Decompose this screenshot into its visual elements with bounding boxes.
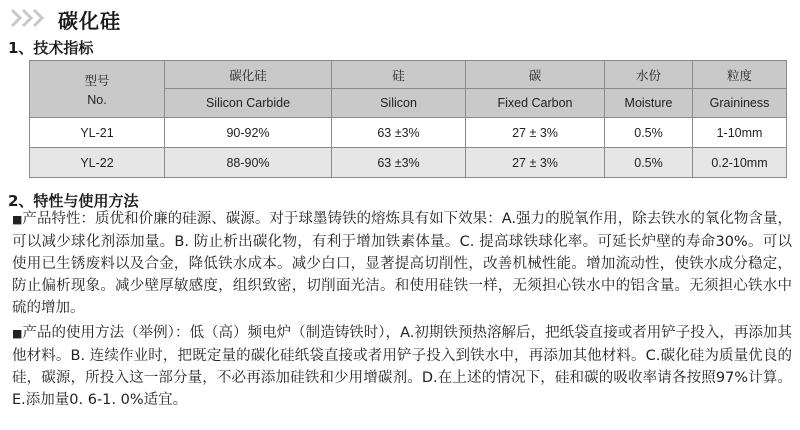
table-cell: 1-10mm [693, 118, 787, 148]
table-cell: 27 ± 3% [466, 118, 605, 148]
table-cell: 63 ±3% [332, 148, 466, 178]
table-cell: YL-21 [30, 118, 165, 148]
header-cell: 碳化硅 [165, 61, 332, 89]
paragraph-text: 产品特性：质优和价廉的硅源、碳源。对于球墨铸铁的熔炼具有如下效果：A.强力的脱氧作用，除去铁水的氧化物含量，可以减少球化剂添加量。B. 防止析出碳化物，有利于增加铁素体量。C. 提高球铁球化率。可延长炉壁的寿命30%。可以使用已生锈废料以及合金，降低铁水成本。减少白口，显著提高切削性，改善机械性能。增加流动性，使铁水成分稳定，防止偏析现象。减少壁厚敏感度，组织致密，切削面光洁。和使用硅铁一样，无须担心铁水中的铝含量。无须担心铁水中硫的增加。 [12, 211, 792, 316]
header-cell-en: Graininess [693, 89, 787, 118]
section-heading-specs: 1、技术指标 [8, 39, 94, 57]
table-cell: 27 ± 3% [466, 148, 605, 178]
page-title: 碳化硅 [58, 9, 121, 33]
table-row [30, 118, 787, 148]
spec-table [29, 60, 787, 178]
header-cell: 粒度 [693, 61, 787, 89]
table-row [30, 148, 787, 178]
header-cell-en: Silicon [332, 89, 466, 118]
table-cell: 88-90% [165, 148, 332, 178]
header-cell: 碳 [466, 61, 605, 89]
bullet-icon: ■ [12, 327, 23, 340]
header-model-en: No. [87, 93, 107, 107]
table-cell: YL-22 [30, 148, 165, 178]
table-cell: 0.5% [605, 148, 693, 178]
header-cell: 水份 [605, 61, 693, 89]
section-heading-features: 2、特性与使用方法 [8, 192, 139, 210]
paragraph-features [12, 208, 792, 319]
table-cell: 63 ±3% [332, 118, 466, 148]
header-cell-en: Fixed Carbon [466, 89, 605, 118]
paragraph-text: 产品的使用方法（举例）：低（高）频电炉（制造铸铁时），A.初期铁预热溶解后，把纸袋直接或者用铲子投入，再添加其他材料。B. 连续作业时，把既定量的碳化硅纸袋直接或者用铲子投入到铁水中，再添加其他材料。C.碳化硅为质量优良的硅，碳源，所投入这一部分量，不必再添加硅铁和少用增碳剂。D.在上述的情况下，硅和碳的吸收率请各按照97%计算。E.添加量0. 6-1. 0%适宜。 [12, 325, 792, 408]
table-cell: 90-92% [165, 118, 332, 148]
header-cell-model [30, 61, 165, 118]
table-cell: 0.5% [605, 118, 693, 148]
header-cell: 硅 [332, 61, 466, 89]
table-cell: 0.2-10mm [693, 148, 787, 178]
bullet-icon: ■ [12, 213, 23, 226]
header-cell-en: Silicon Carbide [165, 89, 332, 118]
chevrons-icon [8, 6, 48, 30]
paragraph-usage [12, 322, 792, 411]
header-cell-en: Moisture [605, 89, 693, 118]
header-model-cn: 型号 [84, 74, 110, 88]
